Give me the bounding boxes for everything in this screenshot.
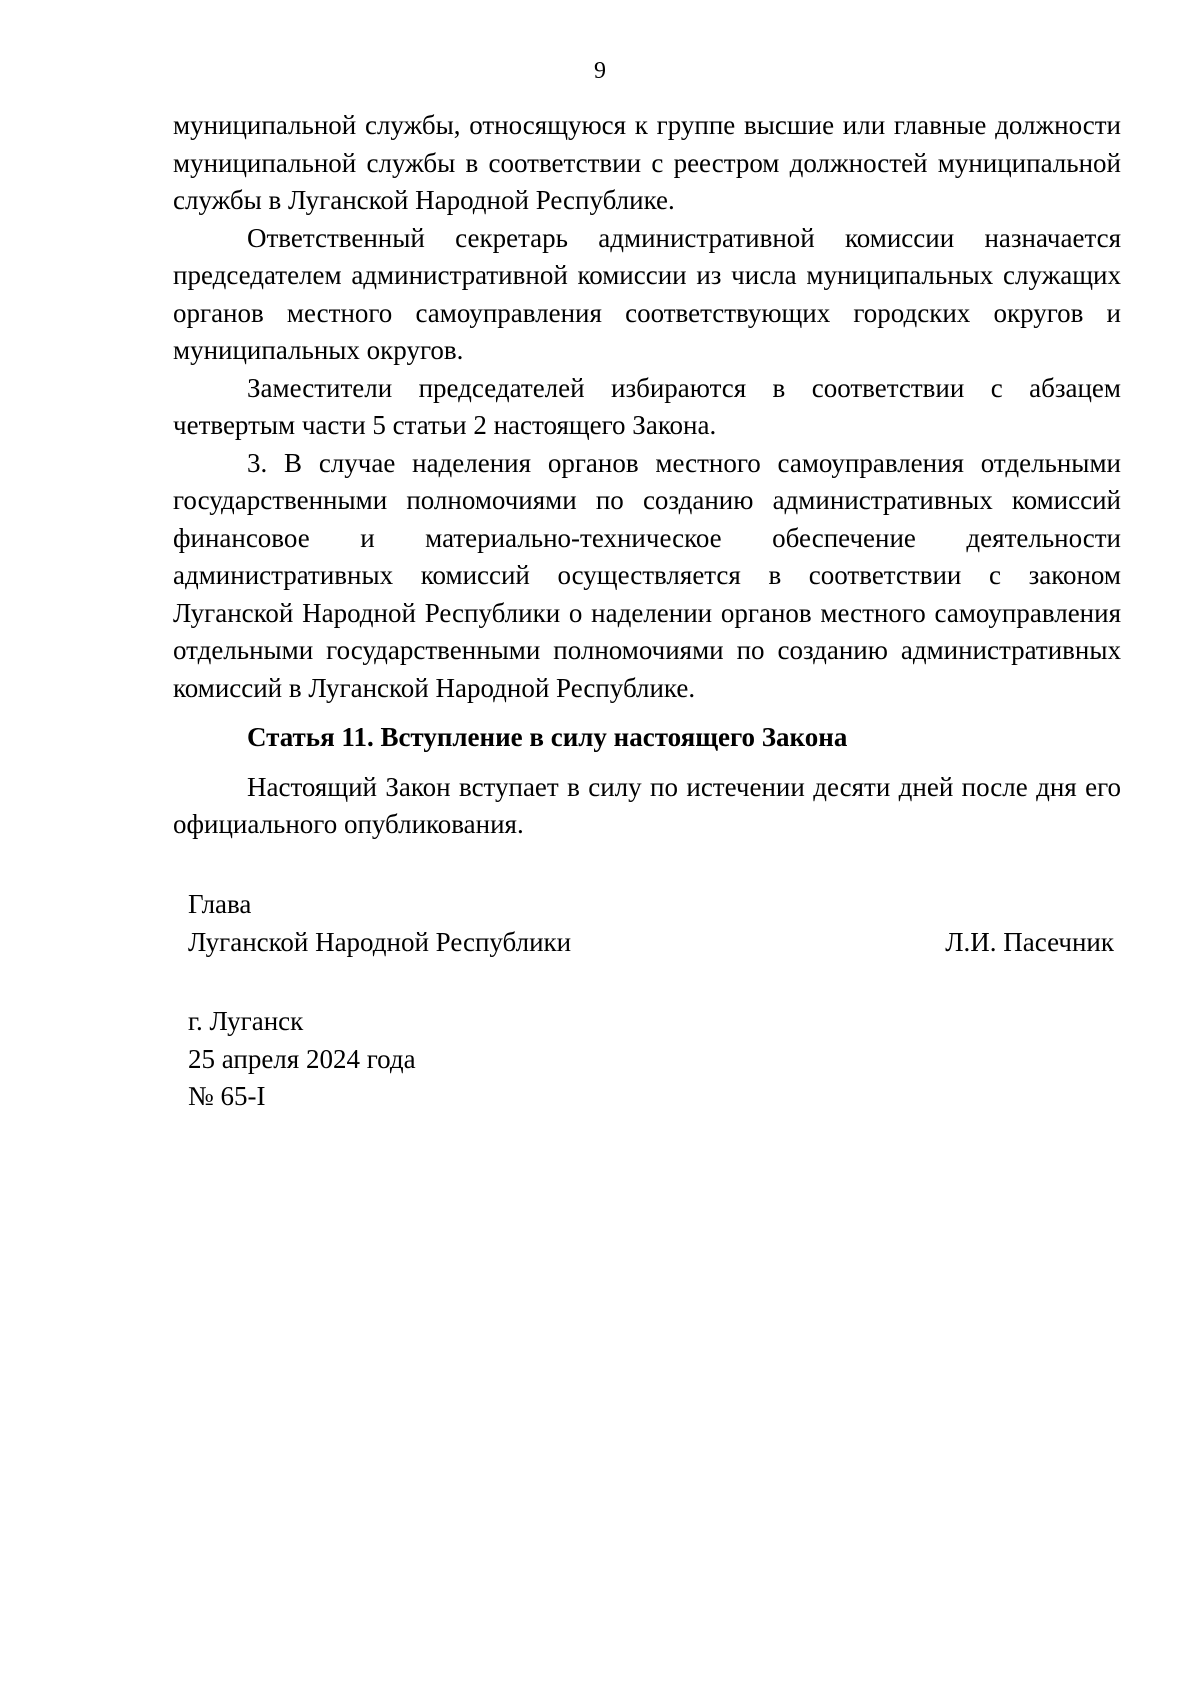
footer-number: № 65-I	[188, 1081, 266, 1111]
signature-block	[188, 886, 1114, 961]
article-text: Настоящий Закон вступает в силу по истечении десяти дней после дня его официального опубликования.	[173, 771, 1121, 839]
signature-title-line1: Глава	[188, 889, 252, 919]
paragraph-deputies: Заместители председателей избираются в соответствии с абзацем четвертым части 5 статьи 2 настоящего Закона.	[173, 372, 1121, 440]
document-body	[173, 107, 1121, 844]
paragraph-secretary: Ответственный секретарь административной комиссии назначается председателем административной комиссии из числа муниципальных служащих органов местного самоуправления соответствующих городских округов и муниципальных округов.	[173, 222, 1121, 365]
document-footer	[188, 1003, 416, 1116]
signature-title-line2: Луганской Народной Республики	[188, 926, 572, 957]
signature-name: Л.И. Пасечник	[945, 926, 1114, 957]
article-heading: Статья 11. Вступление в силу настоящего Закона	[247, 722, 848, 752]
paragraph-continuation: муниципальной службы, относящуюся к группе высшие или главные должности муниципальной службы в соответствии с реестром должностей муниципальной службы в Луганской Народной Республике.	[173, 110, 1121, 215]
footer-date: 25 апреля 2024 года	[188, 1043, 416, 1074]
page-number: 9	[594, 58, 606, 84]
footer-city: г. Луганск	[188, 1006, 304, 1036]
paragraph-item-3: 3. В случае наделения органов местного самоуправления отдельными государственными полномочиями по созданию административных комиссий финансовое и материально-техническое обеспечение деятельности административных комиссий осуществляется в соответствии с законом Луганской Народной Республики о наделении органов местного самоуправления отдельными государственными полномочиями по созданию административных комиссий в Луганской Народной Республике.	[173, 447, 1121, 703]
